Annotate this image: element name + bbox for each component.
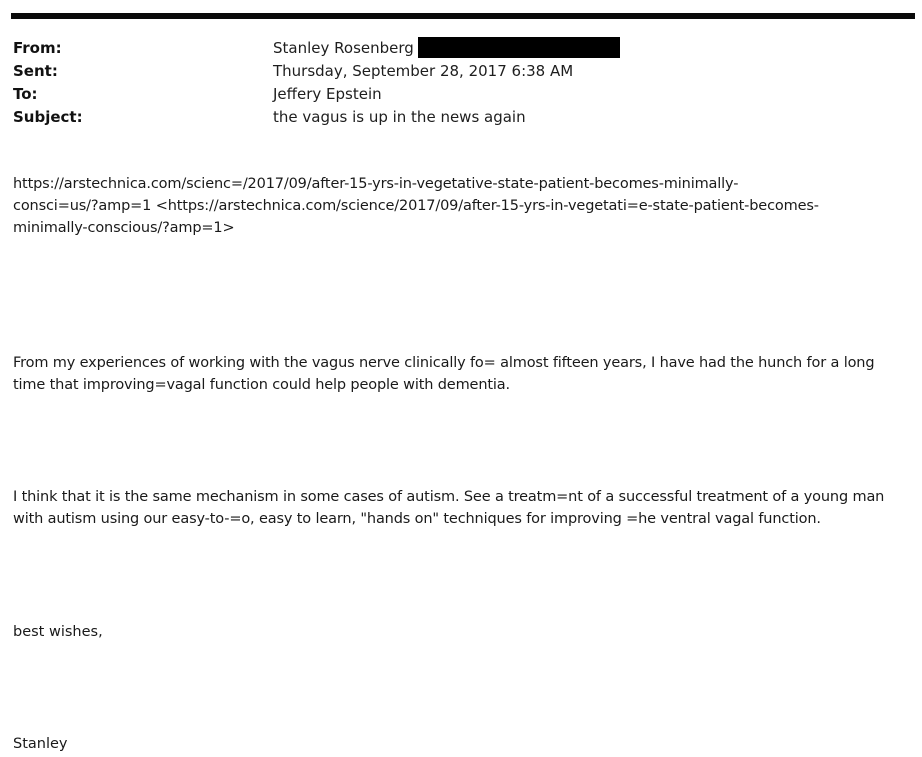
article-link-paragraph: https://arstechnica.com/scienc=/2017/09/after-15-yrs-in-vegetative-state-patient-becomes-minimally- consci=us/?amp=1 <https://arstechnica.com/science/2017/09/after-15-yrs-in-vegetati=e-state-patient-becomes- minimally-conscious/?amp=1> bbox=[13, 176, 819, 236]
to-label: To: bbox=[13, 85, 38, 103]
body-paragraph-dementia: From my experiences of working with the vagus nerve clinically fo= almost fifteen years, I have had the hunch for a long time that improving=vagal function could help people with dementia. bbox=[13, 355, 875, 393]
header-divider bbox=[11, 13, 915, 19]
to-value: Jeffery Epstein bbox=[273, 85, 382, 103]
from-value: Stanley Rosenberg bbox=[273, 39, 414, 57]
body-paragraph-autism: I think that it is the same mechanism in some cases of autism. See a treatm=nt of a successful treatment of a young man with autism using our easy-to-=o, easy to learn, "hands on" techniques for improving =he ventral vagal function. bbox=[13, 489, 885, 527]
subject-label: Subject: bbox=[13, 108, 83, 126]
redaction-box bbox=[418, 37, 620, 58]
closing-line: best wishes, bbox=[13, 624, 103, 640]
from-label: From: bbox=[13, 39, 62, 57]
sent-value: Thursday, September 28, 2017 6:38 AM bbox=[273, 62, 574, 80]
subject-value: the vagus is up in the news again bbox=[273, 108, 526, 126]
sent-label: Sent: bbox=[13, 62, 58, 80]
signature: Stanley bbox=[13, 736, 68, 752]
